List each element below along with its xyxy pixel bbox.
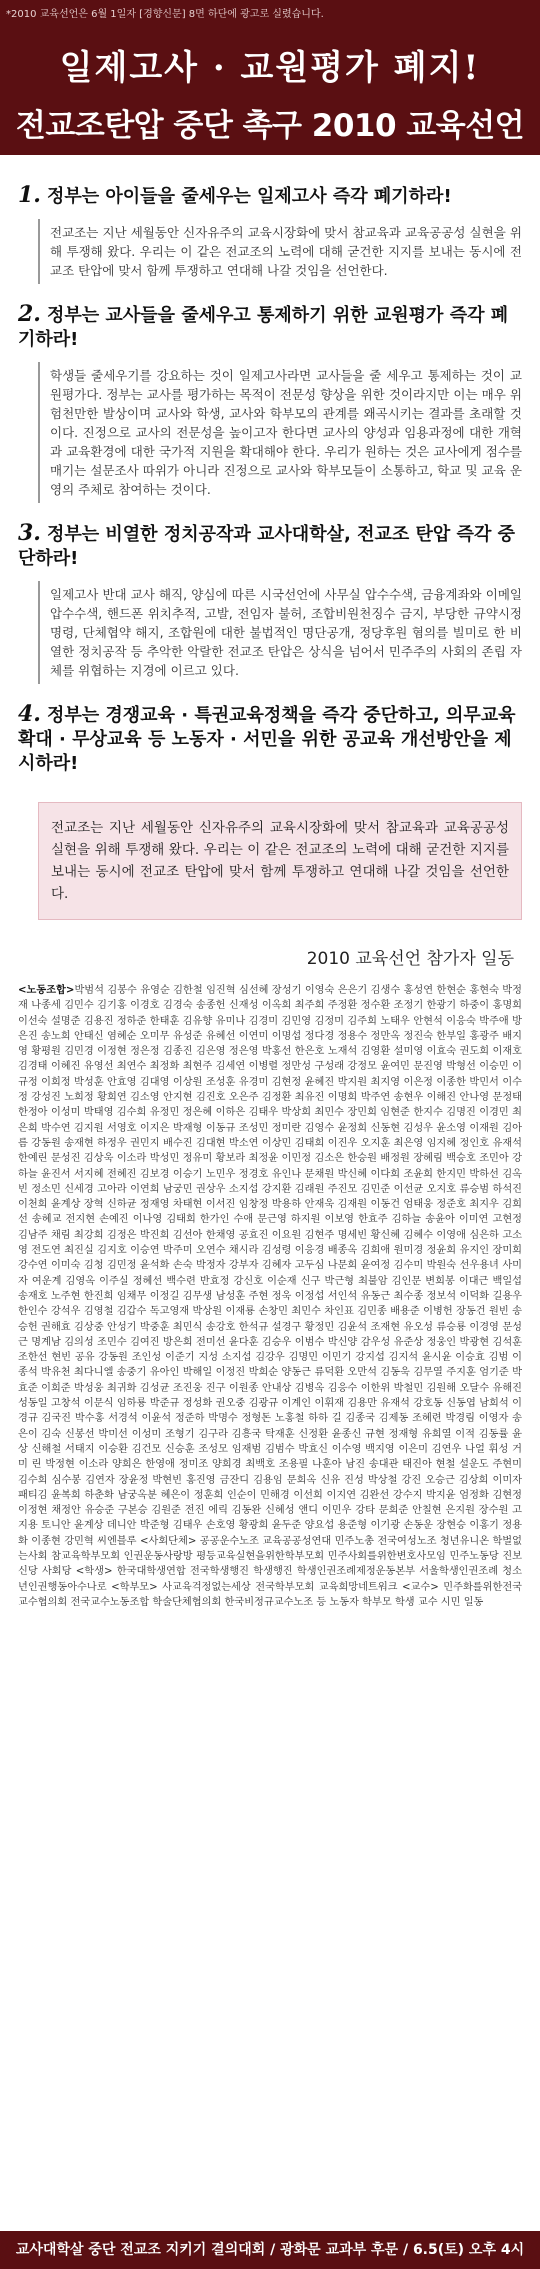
page-title: 전교조탄압 중단 촉구 2010 교육선언 [15, 108, 525, 144]
section-body: 일제고사 반대 교사 해직, 양심에 따른 시국선언에 사무실 압수수색, 금융계좌와 이메일 압수수색, 핸드폰 위치추적, 고발, 전임자 불허, 조합비원천징수 금지, 부당한 규약시정명령, 단체협약 해지, 조합원에 대한 불법적인 명단공개, 정당후원 혐의를 빌미로 한 비열한 정치공작 등 추악한 악랄한 전교조 탄압은 상식을 넘어서 민주주의 사회의 존립 자체를 위협하는 지경에 이르고 있다. [38, 581, 522, 684]
section-body: 학생들 줄세우기를 강요하는 것이 일제고사라면 교사들을 줄 세우고 통제하는 것이 교원평가다. 정부는 교사를 평가하는 목적이 전문성 향상을 위한 것이라지만 이는 매우 위험천만한 발상이며 교사와 학생, 교사와 학부모의 관계를 왜곡시키는 결과를 초래할 것이다. 진정으로 교사의 전문성을 높이고자 한다면 교사의 양성과 임용과정에 대한 개혁과 교육환경에 대한 국가적 지원을 확대해야 한다. 우리가 원하는 것은 교사에게 점수를 매기는 설문조사 따위가 아니라 진정으로 교사와 학부모들이 소통하고, 학교 및 교육 운영의 주체로 참여하는 것이다. [38, 362, 522, 503]
signers-names: 박범석 김봉수 유영순 김한철 임진혁 심선혜 장성기 이영숙 은은기 김생수 홍성연 한현순 홍현숙 박정재 나종세 김민수 김기홍 이경호 김경숙 송종헌 신재성 이옥희 최주희 주정환 정수환 조정기 한광기 하중이 홍명희 이선숙 설명준 김용진 정하준 한태훈 김유향 유미나 김경미 김민영 김정미 김주희 노태우 안현석 이응숙 박주애 방은진 송노희 안태신 염혜순 오미무 유성준 유혜선 이연미 이명섭 정다경 정용수 정만옥 정진숙 한부일 홍광주 배지영 황평원 김민경 이정현 정은정 김종진 김은영 정은영 박홍선 한은호 노재석 김영환 설미영 이효숙 권도희 이재호 김경태 이혜진 유영선 최연수 최정화 최현주 김세연 이병렬 정만성 구성래 강정모 윤여민 문진영 박형선 이승민 이규정 이희정 박성훈 안효영 김대영 이상원 조성훈 유경미 김현정 윤혜진 박지원 최지영 이은정 이종한 박민서 이수정 강성진 노희정 황희연 김소영 안지현 김진호 오은주 김정환 최유진 이명희 박주연 송현우 이해진 안나영 문정태 한정아 이성미 박태영 김수희 유정민 정은혜 이하은 김태우 박상희 최민수 장민희 임현준 한지수 김명진 이경민 최은희 박수연 김지원 서영호 이지은 박재형 이동규 조성민 정미란 김영수 윤정희 신동현 김성우 윤소영 이재원 김아름 강동원 송재현 하정우 권민지 배수진 김대현 박소연 이상민 김태희 이진우 오지훈 최은영 임지혜 정인호 유재석 한예린 문성진 김상욱 이소라 박성민 정유미 황보라 최정윤 이민정 김소은 한승원 배정원 장혜림 백승호 조민아 강하늘 윤진서 서지혜 전혜진 김보경 이승기 노민우 정경호 유인나 문채원 박신혜 이다희 조윤희 한지민 박하선 김옥빈 정소민 신세경 고아라 이연희 남궁민 권상우 소지섭 강지환 김래원 주진모 김민준 이선균 오지호 류승범 하석진 이천희 윤계상 장혁 신하균 정재영 차태현 이서진 임창정 박용하 안재욱 김재원 이동건 엄태웅 정준호 최지우 김희선 송혜교 전지현 손예진 이나영 김태희 한가인 수애 문근영 하지원 이보영 한효주 김하늘 송윤아 이미연 고현정 김남주 채림 최강희 김정은 박진희 김선아 한채영 공효진 이요원 김현주 명세빈 황신혜 김혜수 이영애 심은하 고소영 전도연 최진실 김지호 이승연 박주미 오연수 채시라 김성령 이응경 배종옥 김희애 원미경 정윤희 유지인 장미희 강수연 이미숙 김청 김민정 윤석화 손숙 박정자 강부자 김혜자 고두심 나문희 윤여정 김수미 박원숙 선우용녀 사미자 여운계 김영옥 이주실 정혜선 백수련 반효정 강신호 이순재 신구 박근형 최불암 김인문 변희봉 이대근 백일섭 송재호 노주현 한진희 임채무 이정길 김무생 남성훈 주현 정욱 이정섭 서인석 유동근 최수종 정보석 이덕화 길용우 한인수 강석우 김영철 김갑수 독고영재 박상원 이재룡 손창민 최민수 차인표 김민종 배용준 이병헌 장동건 원빈 송승헌 권해효 김상중 안성기 박중훈 최민식 송강호 한석규 설경구 황정민 김윤석 조재현 유오성 류승룡 이경영 문성근 명계남 김의성 조민수 김여진 방은희 전미선 윤다훈 김승우 이범수 박신양 감우성 유준상 정웅인 박광현 김석훈 조한선 현빈 공유 강동원 조인성 이준기 지성 소지섭 김강우 김명민 이민기 강지섭 김지석 윤시윤 이승효 김범 이종석 박유천 최다니엘 송중기 유아인 박해일 이정진 박희순 양동근 류덕환 오만석 김동욱 김무열 주지훈 엄기준 박효준 이희준 박성웅 최귀화 김성균 조진웅 진구 이원종 안내상 김병옥 김응수 이한위 박철민 김원해 오달수 유해진 성동일 고창석 이문식 임하룡 박준규 정성화 권오중 김광규 이계인 이휘재 김용만 유재석 강호동 신동엽 남희석 이경규 김국진 박수홍 서경석 이윤석 정준하 박명수 정형돈 노홍철 하하 길 김종국 김제동 조혜련 박경림 이영자 송은이 김숙 신봉선 박미선 이성미 조형기 김구라 김흥국 탁재훈 신정환 윤종신 규현 정재형 유희열 이적 김동률 윤상 신해철 서태지 이승환 김건모 신승훈 조성모 임재범 김범수 박효신 이수영 백지영 이은미 김연우 나얼 휘성 거미 린 박정현 이소라 양희은 한영애 정미조 양희경 최백호 조용필 나훈아 남진 송대관 태진아 현철 설운도 주현미 김수희 심수봉 김연자 장윤정 박현빈 홍진영 금잔디 김용임 문희옥 신유 진성 박상철 강진 오승근 김상희 이미자 패티김 윤복희 하춘화 남궁옥분 혜은이 정훈희 인순이 민해경 이선희 이지연 김완선 강수지 박지윤 엄정화 김현정 이정현 채정안 유승준 구본승 김원준 전진 에릭 김동완 신혜성 앤디 이민우 강타 문희준 안칠현 은지원 장수원 고지용 토니안 윤계상 데니안 박준형 김태우 손호영 황광희 윤두준 양요섭 용준형 이기광 손동운 장현승 이홍기 정용화 이종현 강민혁 씨엔블루 <사회단체> 공공운수노조 교육공공성연대 민주노총 전국여성노조 청년유니온 학벌없는사회 참교육학부모회 인권운동사랑방 평등교육실현을위한학부모회 민주사회를위한변호사모임 민주노동당 진보신당 사회당 <학생> 한국대학생연합 전국학생행진 학생행진 학생인권조례제정운동본부 서울학생인권조례 청소년인권행동아수나로 <학부모> 사교육걱정없는세상 전국학부모회 교육희망네트워크 <교수> 민주화를위한전국교수협의회 전국교수노동조합 학술단체협의회 한국비정규교수노조 등 노동자 학부모 학생 교수 시민 일동 [18, 985, 522, 1608]
section-title: 정부는 아이들을 줄세우는 일제고사 즉각 폐기하라! [46, 186, 452, 207]
section-number: 2. [18, 301, 41, 327]
section-title: 정부는 비열한 정치공작과 교사대학살, 전교조 탄압 즉각 중단하라! [18, 524, 515, 569]
section-number: 3. [18, 520, 41, 546]
section-heading [18, 702, 522, 776]
section-heading [18, 183, 522, 209]
section-1 [18, 183, 522, 284]
section-heading [18, 521, 522, 571]
header-banner [0, 0, 540, 155]
signers-label: <노동조합> [18, 985, 75, 996]
signers-title: 2010 교육선언 참가자 일동 [306, 949, 514, 969]
section-number: 1. [18, 182, 41, 208]
section-3 [18, 521, 522, 684]
main-content [0, 155, 540, 1718]
footer-banner: 교사대학살 중단 전교조 지키기 결의대회 / 광화문 교과부 후문 / 6.5(토) 오후 4시 [0, 2231, 540, 2269]
pledge-box: 전교조는 지난 세월동안 신자유주의 교육시장화에 맞서 참교육과 교육공공성 실현을 위해 투쟁해 왔다. 우리는 이 같은 전교조의 노력에 대해 굳건한 지지를 보내는 동시에 전교조 탄압에 맞서 함께 투쟁하고 연대해 나갈 것임을 선언한다. [38, 802, 522, 920]
section-title: 정부는 경쟁교육 · 특권교육정책을 즉각 중단하고, 의무교육 확대 · 무상교육 등 노동자 · 서민을 위한 공교육 개선방안을 제시하라! [18, 705, 516, 774]
section-title: 정부는 교사들을 줄세우고 통제하기 위한 교원평가 즉각 폐기하라! [18, 305, 509, 350]
ad-note: *2010 교육선언은 6월 1일자 [경향신문] 8면 하단에 광고로 실렸습니다. [6, 9, 324, 20]
slogan: 일제고사 · 교원평가 폐지! [59, 48, 481, 88]
signers-list [18, 983, 522, 1718]
section-body: 전교조는 지난 세월동안 신자유주의 교육시장화에 맞서 참교육과 교육공공성 실현을 위해 투쟁해 왔다. 우리는 이 같은 전교조의 노력에 대해 굳건한 지지를 보내는 동시에 전교조 탄압에 맞서 함께 투쟁하고 연대해 나갈 것임을 선언한다. [38, 219, 522, 284]
section-heading [18, 302, 522, 352]
section-2 [18, 302, 522, 503]
section-number: 4. [18, 701, 41, 727]
section-4 [18, 702, 522, 776]
